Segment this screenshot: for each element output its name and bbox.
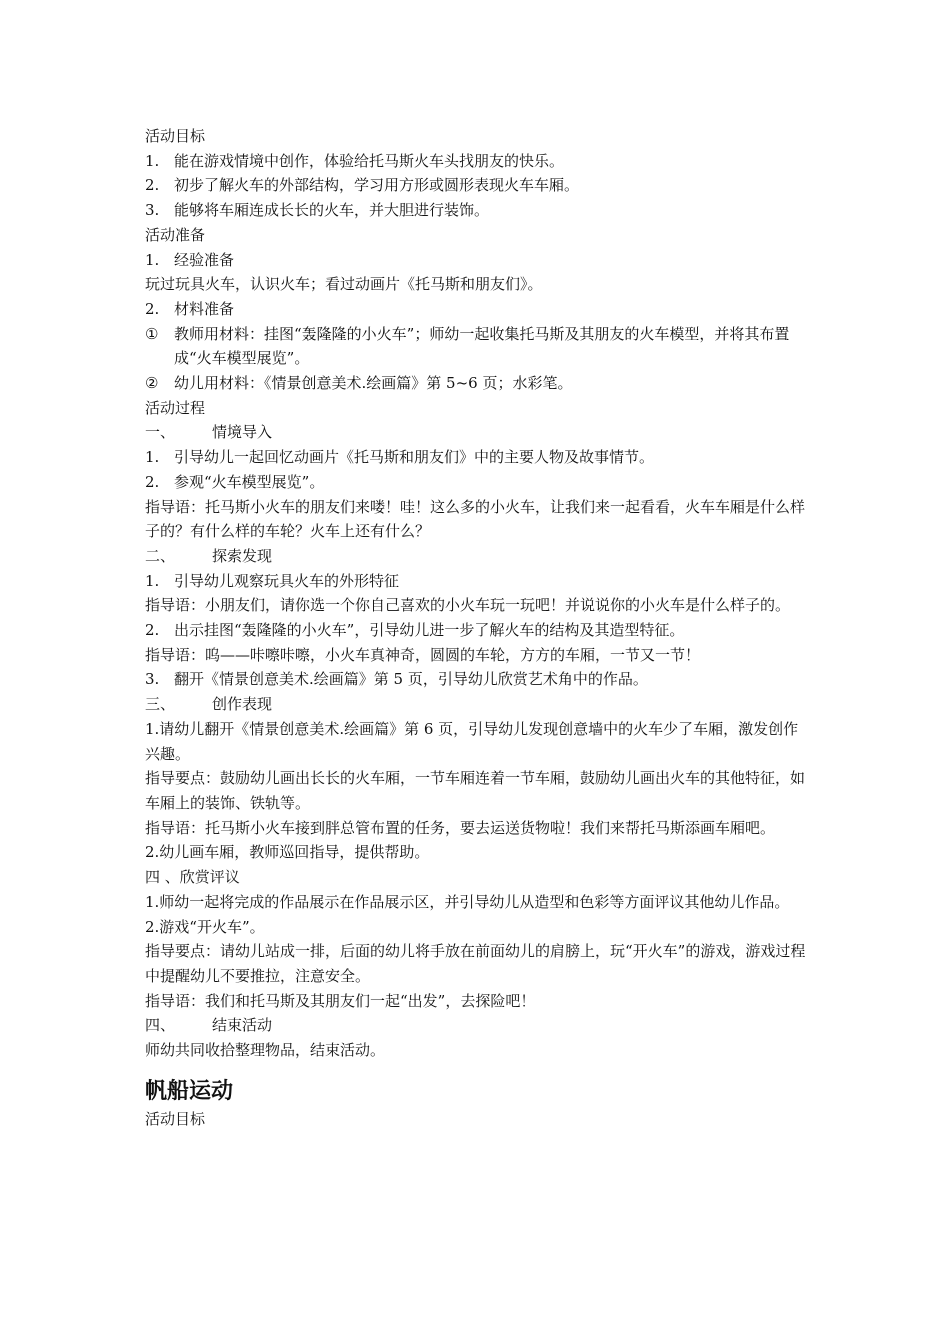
guide-text: 指导语：托马斯小火车的朋友们来喽！哇！这么多的小火车，让我们来一起看看，火车车厢是什么样子的？有什么样的车轮？火车上还有什么？ (145, 497, 806, 541)
step-item: 1. 引导幼儿一起回忆动画片《托马斯和朋友们》中的主要人物及故事情节。 (145, 448, 655, 467)
step-item: 1. 引导幼儿观察玩具火车的外形特征 (145, 571, 400, 590)
goals-heading: 活动目标 (145, 1109, 206, 1128)
guide-point: 指导要点：请幼儿站成一排，后面的幼儿将手放在前面幼儿的肩膀上，玩“开火车”的游戏，游戏过程中提醒幼儿不要推拉，注意安全。 (145, 942, 806, 985)
step-item: 2. 出示挂图“轰隆隆的小火车”，引导幼儿进一步了解火车的结构及其造型特征。 (145, 621, 685, 640)
step-item: 2.游戏“开火车”。 (145, 917, 265, 936)
prep-experience-text: 玩过玩具火车，认识火车；看过动画片《托马斯和朋友们》。 (145, 275, 543, 294)
closing-text: 师幼共同收拾整理物品，结束活动。 (145, 1041, 386, 1060)
material-item: ① 教师用材料：挂图“轰隆隆的小火车”；师幼一起收集托马斯及其朋友的火车模型，并将其布置成“火车模型展览”。 (145, 324, 790, 368)
guide-text: 指导语：托马斯小火车接到胖总管布置的任务，要去运送货物啦！我们来帮托马斯添画车厢吧。 (145, 818, 776, 837)
step-heading: 四、 结束活动 (145, 1016, 273, 1035)
step-heading: 三、 创作表现 (145, 695, 273, 714)
step-heading: 二、 探索发现 (145, 546, 273, 565)
goals-heading: 活动目标 (145, 127, 206, 145)
section-title: 帆船运动 (145, 1078, 234, 1104)
process-heading: 活动过程 (145, 398, 206, 417)
guide-text: 指导语：我们和托马斯及其朋友们一起“出发”，去探险吧！ (145, 991, 536, 1010)
step-item: 1.请幼儿翻开《情景创意美术.绘画篇》第 6 页，引导幼儿发现创意墙中的火车少了车厢，激发创作兴趣。 (145, 719, 799, 763)
prep-experience-heading: 1. 经验准备 (145, 250, 235, 269)
material-item: ② 幼儿用材料：《情景创意美术.绘画篇》第 5~6 页；水彩笔。 (145, 374, 573, 393)
step-item: 1.师幼一起将完成的作品展示在作品展示区，并引导幼儿从造型和色彩等方面评议其他幼儿作品。 (145, 892, 790, 911)
guide-point: 指导要点：鼓励幼儿画出长长的火车厢，一节车厢连着一节车厢，鼓励幼儿画出火车的其他特征，如车厢上的装饰、铁轨等。 (145, 769, 806, 812)
step-heading: 四 、欣赏评议 (145, 868, 240, 887)
guide-text: 指导语：呜——咔嚓咔嚓，小火车真神奇，圆圆的车轮，方方的车厢，一节又一节！ (145, 645, 701, 664)
guide-text: 指导语：小朋友们，请你选一个你自己喜欢的小火车玩一玩吧！并说说你的小火车是什么样子的。 (145, 596, 791, 615)
step-item: 3. 翻开《情景创意美术.绘画篇》第 5 页，引导幼儿欣赏艺术角中的作品。 (145, 670, 648, 689)
goal-item: 1. 能在游戏情境中创作，体验给托马斯火车头找朋友的快乐。 (145, 151, 565, 170)
goal-item: 2. 初步了解火车的外部结构，学习用方形或圆形表现火车车厢。 (145, 176, 580, 195)
prep-heading: 活动准备 (145, 225, 206, 244)
goal-item: 3. 能够将车厢连成长长的火车，并大胆进行装饰。 (145, 201, 490, 220)
document-body (145, 124, 810, 1131)
step-heading: 一、 情境导入 (145, 423, 273, 442)
step-item: 2.幼儿画车厢，教师巡回指导，提供帮助。 (145, 843, 430, 862)
step-item: 2. 参观“火车模型展览”。 (145, 472, 325, 491)
prep-material-heading: 2. 材料准备 (145, 299, 235, 318)
